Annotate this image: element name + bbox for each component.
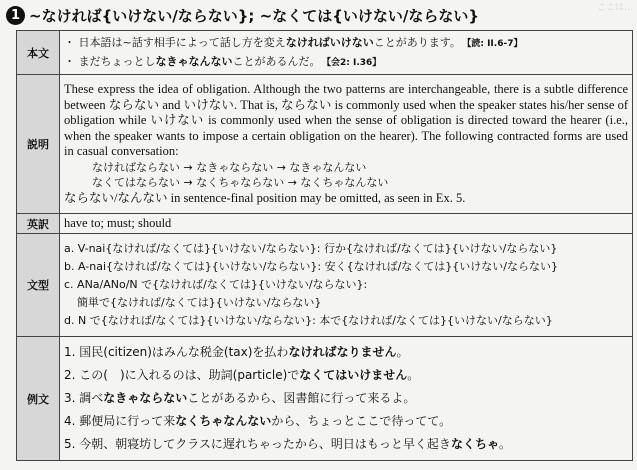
label-setsumei: 説明: [17, 75, 60, 214]
label-reibun: 例文: [17, 337, 60, 461]
contraction-line-2: なくてはならない → なくちゃならない → なくちゃなんない: [92, 176, 389, 189]
grammar-table: [16, 30, 633, 461]
example-2: 2. この( )に入れるのは、助詞(particle)でなくてはいけません。: [64, 368, 420, 382]
bunkei-a: a. V-nai{なければ/なくては}{いけない/ならない}: 行か{なければ/なくては}{いけない/ならない}: [64, 242, 558, 255]
setsumei-paragraph: These express the idea of obligation. Although the two patterns are interchangeable, there is a subtle difference between ならない and いけない. That is, ならない is commonly used when the speaker states his/her sense of obligation while いけない is commonly used when the sense of obligation is directed toward the hearer (i.e., when the speaker wants to impose a certain obligation on the hearer). The following contracted forms are used in casual conversation:: [64, 82, 628, 158]
contraction-line-1: なければならない → なきゃならない → なきゃなんない: [92, 160, 367, 174]
section-title-text: ~なければ{いけない/ならない}; ~なくては{いけない/ならない}: [29, 6, 480, 25]
bunkei-b: b. A-nai{なければ/なくては}{いけない/ならない}: 安く{なければ/なくては}{いけない/ならない}: [64, 260, 559, 273]
example-5: 5. 今朝、朝寝坊してクラスに遅れちゃったから、明日はもっと早く起きなくちゃ。: [64, 437, 511, 451]
honbun-line-1: ・ 日本語は~話す相手によって話し方を変えなければいけないことがあります。 【読: II.6-7】: [64, 35, 523, 49]
section-number: 1: [6, 6, 25, 25]
bunkei-c: c. ANa/ANo/N で{なければ/なくては}{いけない/ならない}:: [64, 278, 368, 291]
eiyaku-cell: have to; must; should: [60, 214, 633, 234]
label-honbun: 本文: [17, 31, 60, 75]
example-4: 4. 郵便局に行って来なくちゃなんないから、ちょっとここで待ってて。: [64, 414, 452, 428]
section-title: [6, 3, 479, 27]
honbun-line-2: ・ まだちょっとしなきゃなんないことがあるんだ。 【会2: I.36】: [64, 54, 382, 68]
bleed-text: ここは…: [596, 3, 633, 13]
example-1: 1. 国民(citizen)はみんな税金(tax)を払わなければなりません。: [64, 345, 409, 359]
label-bunkei: 文型: [17, 234, 60, 337]
setsumei-last: ならない/なんない in sentence-final position may be omitted, as seen in Ex. 5.: [64, 190, 466, 205]
bunkei-cell: [60, 234, 633, 337]
example-3: 3. 調べなきゃならないことがあるから、図書館に行って来るよ。: [64, 391, 416, 405]
setsumei-cell: [60, 75, 633, 214]
honbun-cell: [60, 31, 633, 75]
bunkei-c-example: 簡単で{なければ/なくては}{いけない/ならない}: [77, 296, 322, 309]
label-eiyaku: 英訳: [17, 214, 60, 234]
reibun-cell: [60, 337, 633, 461]
bunkei-d: d. N で{なければ/なくては}{いけない/ならない}: 本で{なければ/なくては}{いけない/ならない}: [64, 314, 553, 327]
